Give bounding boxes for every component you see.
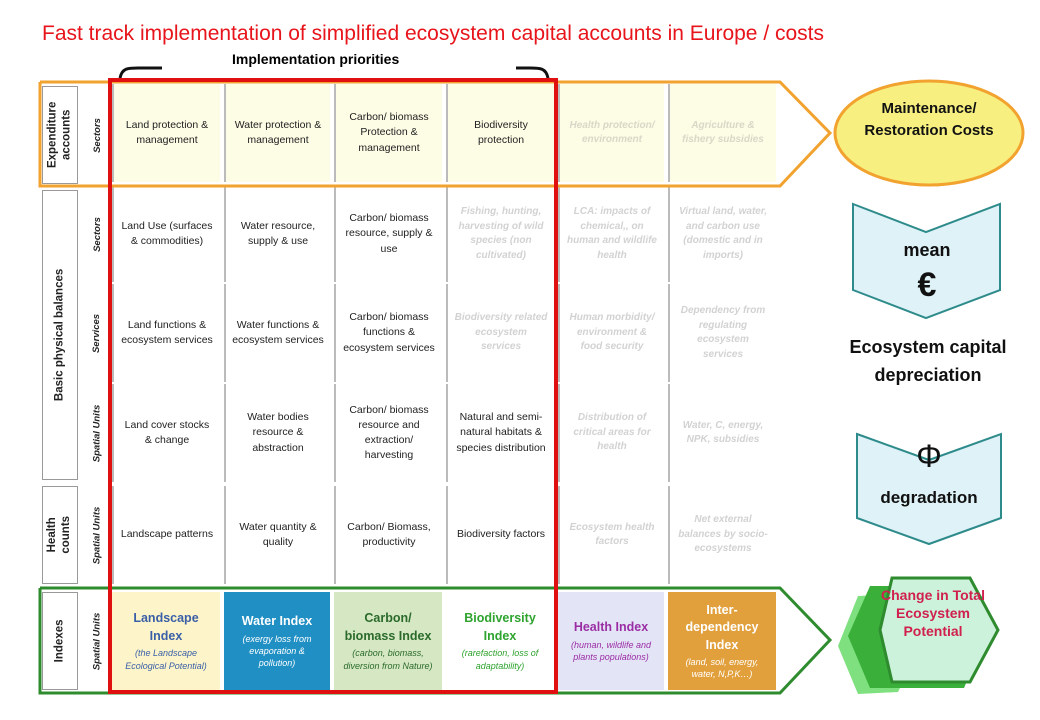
cell-sectors-land: Land Use (surfaces & commodities)	[112, 186, 220, 282]
page-title: Fast track implementation of simplified ecosystem capital accounts in Europe / costs	[42, 22, 825, 45]
biodiversity-index-desc: (rarefaction, loss of adaptability)	[461, 648, 539, 671]
cell-spatial-health: Distribution of critical areas for health	[558, 384, 664, 482]
cell-services-interdependency: Dependency from regulating ecosystem services	[668, 284, 776, 382]
row-label-bp-sectors: Sectors	[91, 216, 103, 252]
interdependency-index-desc: (land, soil, energy, water, N,P,K…)	[685, 657, 759, 680]
cell-exp-land: Land protection & management	[112, 84, 220, 182]
cell-sectors-water: Water resource, supply & use	[224, 186, 330, 282]
cell-health-interdependency: Net external balances by socio-ecosystems	[668, 486, 776, 584]
cell-health-carbon: Carbon/ Biomass, productivity	[334, 486, 442, 584]
cell-spatial-land: Land cover stocks & change	[112, 384, 220, 482]
group-expenditure-accounts: Expenditure accounts	[42, 86, 78, 184]
cell-services-carbon: Carbon/ biomass functions & ecosystem services	[334, 284, 442, 382]
row-label-bp-spatial: Spatial Units	[91, 404, 103, 462]
landscape-index-desc: (the Landscape Ecological Potential)	[125, 648, 207, 671]
cell-spatial-water: Water bodies resource & abstraction	[224, 384, 330, 482]
health-index-title: Health Index	[573, 620, 649, 635]
cell-spatial-carbon: Carbon/ biomass resource and extraction/ harvesting	[334, 384, 442, 482]
cell-exp-carbon: Carbon/ biomass Protection & management	[334, 84, 442, 182]
euro-symbol: €	[917, 266, 937, 304]
maintenance-costs-label: Maintenance/ Restoration Costs	[864, 100, 994, 139]
degradation-label: degradation	[880, 488, 978, 507]
row-label-bp-services: Services	[91, 313, 103, 353]
row-label-health-spatial: Spatial Units	[91, 506, 103, 564]
ecosystem-capital-depreciation-label: Ecosystem capital depreciation	[849, 337, 1007, 385]
cell-sectors-interdependency: Virtual land, water, and carbon use (domestic and in imports)	[668, 186, 776, 282]
cell-exp-agriculture: Agriculture & fishery subsidies	[668, 84, 776, 182]
cell-sectors-biodiversity: Fishing, hunting, harvesting of wild species (non cultivated)	[446, 186, 554, 282]
cell-exp-biodiversity: Biodiversity protection	[446, 84, 554, 182]
cell-health-land: Landscape patterns	[112, 486, 220, 584]
cell-exp-health: Health protection/ environment	[558, 84, 664, 182]
cell-health-health: Ecosystem health factors	[558, 486, 664, 584]
water-index-desc: (exergy loss from evaporation & pollution)	[242, 633, 312, 668]
carbon-index-title: Carbon/ biomass Index	[344, 611, 432, 643]
cell-health-water: Water quantity & quality	[224, 486, 330, 584]
cell-services-biodiversity: Biodiversity related ecosystem services	[446, 284, 554, 382]
interdependency-index-title: Inter-dependency Index	[685, 602, 759, 652]
group-health-counts: Health counts	[42, 486, 78, 584]
phi-symbol: Φ	[916, 438, 942, 474]
row-label-index-spatial: Spatial Units	[91, 612, 103, 670]
cell-exp-water: Water protection & management	[224, 84, 330, 182]
cell-services-land: Land functions & ecosystem services	[112, 284, 220, 382]
landscape-index-title: Landscape Index	[133, 611, 199, 643]
health-index-desc: (human, wildlife and plants populations)	[570, 639, 652, 662]
implementation-priorities-label: Implementation priorities	[232, 51, 400, 67]
biodiversity-index-title: Biodiversity Index	[464, 611, 536, 643]
cell-sectors-health: LCA: impacts of chemical,, on human and wildlife health	[558, 186, 664, 282]
cell-health-biodiversity: Biodiversity factors	[446, 486, 554, 584]
water-index-title: Water Index	[241, 614, 313, 629]
cell-spatial-interdependency: Water, C, energy, NPK, subsidies	[668, 384, 776, 482]
group-indexes: Indexes	[42, 592, 78, 690]
change-total-potential-label: Change in Total Ecosystem Potential	[881, 587, 985, 640]
carbon-index-desc: (carbon, biomass, diversion from Nature)	[343, 648, 433, 671]
mean-label: mean	[903, 240, 951, 260]
group-basic-physical-balances: Basic physical balances	[42, 190, 78, 480]
cell-services-health: Human morbidity/ environment & food security	[558, 284, 664, 382]
cell-sectors-carbon: Carbon/ biomass resource, supply & use	[334, 186, 442, 282]
cell-spatial-biodiversity: Natural and semi-natural habitats & species distribution	[446, 384, 554, 482]
row-label-exp-sectors: Sectors	[91, 117, 103, 153]
cell-services-water: Water functions & ecosystem services	[224, 284, 330, 382]
